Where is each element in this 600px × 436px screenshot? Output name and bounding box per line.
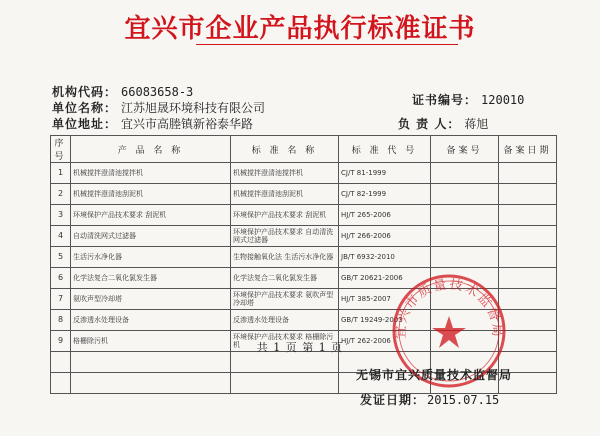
row-seq: 7 <box>51 289 71 310</box>
row-standard: 生物接触氧化法 生活污水净化器 <box>231 247 339 268</box>
row-standard: 反渗透水处理设备 <box>231 310 339 331</box>
table-row <box>51 289 557 310</box>
row-code: GB/T 19249-2003 <box>339 310 431 331</box>
org-code-label: 机构代码： <box>52 85 118 99</box>
row-code: GB/T 20621-2006 <box>339 268 431 289</box>
row-record-no <box>431 184 499 205</box>
row-record-no <box>431 268 499 289</box>
row-product: 氨吹声型冷却塔 <box>71 289 231 310</box>
row-product: 格栅除污机 <box>71 331 231 352</box>
cert-no-value: 120010 <box>481 93 525 107</box>
table-row <box>51 247 557 268</box>
issue-date-label: 发证日期： <box>360 393 426 407</box>
row-record-date <box>499 226 557 247</box>
issue-date-line <box>360 391 499 408</box>
table-row <box>51 163 557 184</box>
row-product: 反渗透水处理设备 <box>71 310 231 331</box>
row-code: JB/T 6932-2010 <box>339 247 431 268</box>
header-code: 标 准 代 号 <box>339 136 431 163</box>
row-product: 环境保护产品技术要求 刮泥机 <box>71 205 231 226</box>
org-code-line <box>52 83 193 100</box>
row-record-date <box>499 289 557 310</box>
certificate-title: 宜兴市企业产品执行标准证书 <box>124 14 476 44</box>
table-header-row <box>51 136 557 163</box>
row-standard <box>231 373 339 394</box>
cert-no-label: 证书编号： <box>412 93 478 107</box>
row-standard: 环境保护产品技术要求 自动清洗网式过滤器 <box>231 226 339 247</box>
row-product <box>71 373 231 394</box>
row-code: CJ/T 82-1999 <box>339 184 431 205</box>
row-standard: 环境保护产品技术要求 刮泥机 <box>231 205 339 226</box>
row-record-no <box>431 205 499 226</box>
standards-table <box>50 135 557 394</box>
row-product: 机械搅拌澄清池刮泥机 <box>71 184 231 205</box>
person-label: 负 责 人： <box>398 117 461 131</box>
row-record-date <box>499 310 557 331</box>
row-code: HJ/T 385-2007 <box>339 289 431 310</box>
row-seq: 2 <box>51 184 71 205</box>
row-seq: 4 <box>51 226 71 247</box>
address-value: 宜兴市高塍镇新裕泰华路 <box>121 117 254 131</box>
row-seq <box>51 373 71 394</box>
page-info: 共 1 页 第 1 页 <box>256 341 344 354</box>
row-standard: 机械搅拌澄清池搅拌机 <box>231 163 339 184</box>
row-code: HJ/T 265-2006 <box>339 205 431 226</box>
row-standard: 化学法复合二氧化氯发生器 <box>231 268 339 289</box>
row-seq: 5 <box>51 247 71 268</box>
table-row <box>51 226 557 247</box>
row-product: 化学法复合二氧化氯发生器 <box>71 268 231 289</box>
row-standard: 机械搅拌澄清池刮泥机 <box>231 184 339 205</box>
row-record-date <box>499 268 557 289</box>
row-record-date <box>499 184 557 205</box>
row-seq: 6 <box>51 268 71 289</box>
row-code: CJ/T 81-1999 <box>339 163 431 184</box>
row-record-date <box>499 163 557 184</box>
person-value: 蒋旭 <box>464 117 489 131</box>
cert-no-line <box>412 91 524 108</box>
row-product: 自动清洗网式过滤器 <box>71 226 231 247</box>
table-row <box>51 205 557 226</box>
org-code-value: 66083658-3 <box>121 85 194 99</box>
header-record-no: 备案号 <box>431 136 499 163</box>
svg-text:宜兴市质量技术监督局: 宜兴市质量技术监督局 <box>393 277 505 339</box>
issuer-name: 无锡市宜兴质量技术监督局 <box>356 368 513 382</box>
row-record-date <box>499 205 557 226</box>
table-row <box>51 310 557 331</box>
row-record-no <box>431 247 499 268</box>
row-seq: 8 <box>51 310 71 331</box>
row-product: 生活污水净化器 <box>71 247 231 268</box>
row-seq: 1 <box>51 163 71 184</box>
row-product: 机械搅拌澄清池搅拌机 <box>71 163 231 184</box>
row-record-no <box>431 226 499 247</box>
row-standard: 环境保护产品技术要求 格栅除污机 <box>231 331 339 352</box>
row-record-no <box>431 163 499 184</box>
company-line <box>52 99 265 116</box>
row-seq: 9 <box>51 331 71 352</box>
issue-date-value: 2015.07.15 <box>427 393 500 407</box>
header-standard: 标 准 名 称 <box>231 136 339 163</box>
header-record-date: 备案日期 <box>499 136 557 163</box>
table-row <box>51 268 557 289</box>
header-seq: 序号 <box>51 136 71 163</box>
row-seq: 3 <box>51 205 71 226</box>
header-product: 产 品 名 称 <box>71 136 231 163</box>
address-line <box>52 115 253 132</box>
row-standard: 环境保护产品技术要求 氨吹声型冷却塔 <box>231 289 339 310</box>
row-code: HJ/T 266-2006 <box>339 226 431 247</box>
person-line <box>398 115 488 132</box>
title-underline <box>196 44 458 45</box>
row-code: HJ/T 262-2006 <box>339 331 431 352</box>
row-record-no <box>431 289 499 310</box>
company-value: 江苏旭晟环境科技有限公司 <box>121 101 266 115</box>
company-label: 单位名称： <box>52 101 118 115</box>
table-row <box>51 184 557 205</box>
row-record-no <box>431 310 499 331</box>
address-label: 单位地址： <box>52 117 118 131</box>
row-record-date <box>499 247 557 268</box>
